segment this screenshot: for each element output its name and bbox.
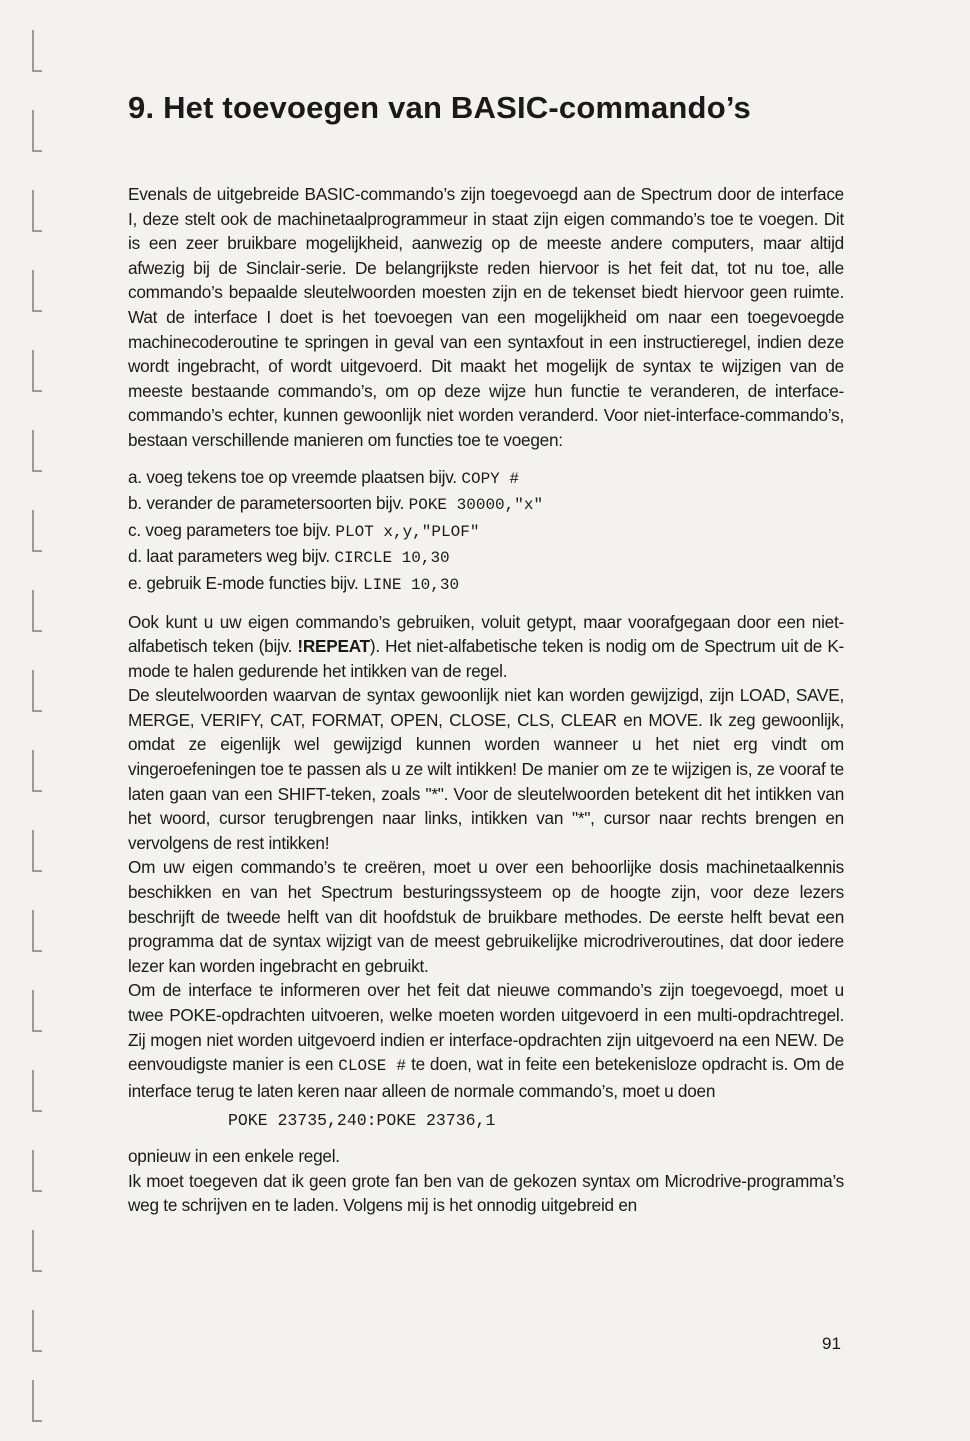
main-content [128, 182, 844, 1218]
code-snippet: LINE 10,30 [363, 575, 460, 594]
code-snippet: CIRCLE 10,30 [334, 549, 450, 568]
paragraph-microdrive: Ik moet toegeven dat ik geen grote fan ben van de gekozen syntax om Microdrive-programma’s weg te schrijven en te laden. Volgens mij is het onnodig uitgebreid en [128, 1170, 844, 1216]
option-list [128, 465, 844, 598]
code-block: POKE 23735,240:POKE 23736,1 [228, 1111, 496, 1131]
paragraph-create-commands: Om uw eigen commando’s te creëren, moet u over een behoorlijke dosis machinetaalkennis beschikken en van het Spectrum besturingssysteem op de hoogte zijn, voor deze lezers beschrijft de tweede helft van dit hoofdstuk de bruikbare methodes. De eerste helft bevat een programma dat de syntax wijzigt van de meest gebruikelijke microdriveroutines, dat door iedere lezer kan worden ingebracht en gebruikt. [128, 857, 844, 976]
intro-paragraph: Evenals de uitgebreide BASIC-commando’s zijn toegevoegd aan de Spectrum door de interface I, deze stelt ook de machinetaalprogrammeur in staat zijn eigen commando’s toe te voegen. Dit is een zeer bruikbare mogelijkheid, aanwezig op de meeste andere computers, maar altijd afwezig bij de Sinclair-serie. De belangrijkste reden hiervoor is het feit dat, tot nu toe, alle commando’s bepaalde sleutelwoorden moesten zijn en de tekenset biedt hiervoor geen ruimte. Wat de interface I doet is het toevoegen van een mogelijkheid om naar een toegevoegde machinecoderoutine te springen in geval van een syntaxfout in een instructieregel, indien deze wordt ingebracht, of wordt uitgevoerd. Dit maakt het mogelijk de syntax te wijzigen van de meeste bestaande commando’s, om op deze wijze hun functie te veranderen, de interface-commando’s echter, kunnen gewoonlijk niet worden veranderd. Voor niet-interface-commando’s, bestaan verschillende manieren om functies toe te voegen: [128, 184, 844, 450]
bold-keyword: !REPEAT [297, 636, 370, 657]
page-number: 91 [822, 1334, 841, 1353]
paragraph-single-line: opnieuw in een enkele regel. [128, 1145, 340, 1166]
list-item: a. voeg tekens toe op vreemde plaatsen bijv. COPY # [128, 466, 519, 488]
list-item: d. laat parameters weg bijv. CIRCLE 10,30 [128, 546, 450, 568]
code-snippet: COPY # [461, 469, 519, 488]
code-snippet: CLOSE # [338, 1057, 407, 1076]
list-item: b. verander de parametersoorten bijv. POKE 30000,"x" [128, 493, 544, 515]
spiral-binding [22, 20, 42, 1420]
page-title: 9. Het toevoegen van BASIC-commando’s [128, 90, 751, 125]
code-snippet: PLOT x,y,"PLOF" [335, 522, 480, 541]
list-item: c. voeg parameters toe bijv. PLOT x,y,"PLOF" [128, 519, 480, 541]
paragraph-repeat: Ook kunt u uw eigen commando’s gebruiken, voluit getypt, maar voorafgegaan door een niet-alfabetisch teken (bijv. !REPEAT). Het niet-alfabetische teken is nodig om de Spectrum uit de K-mode te halen gedurende het intikken van de regel. [128, 611, 845, 681]
paragraph-keywords: De sleutelwoorden waarvan de syntax gewoonlijk niet kan worden gewijzigd, zijn LOAD, SAVE, MERGE, VERIFY, CAT, FORMAT, OPEN, CLOSE, CLS, CLEAR en MOVE. Ik zeg gewoonlijk, omdat ze eigenlijk wel gewijzigd kunnen worden wanneer u het niet erg vindt om vingeroefeningen toe te passen als u ze wilt intikken! De manier om ze te wijzigen is, ze vooraf te laten gaan van een SHIFT-teken, zoals "*". Voor de sleutelwoorden betekent dit het intikken van het woord, cursor terugbrengen naar links, intikken van "*", cursor naar rechts brengen en vervolgens de rest intikken! [128, 685, 844, 853]
code-snippet: POKE 30000,"x" [408, 496, 544, 515]
paragraph-poke-instructions: Om de interface te informeren over het feit dat nieuwe commando’s zijn toegevoegd, moet u twee POKE-opdrachten uitvoeren, welke moeten worden uitgevoerd in een multi-opdrachtregel. Zij mogen niet worden uitgevoerd indien er interface-opdrachten zijn uitgevoerd na een NEW. De eenvoudigste manier is een CLOSE # te doen, wat in feite een betekenisloze opdracht is. Om de interface terug te laten keren naar alleen de normale commando’s, moet u doen [128, 980, 845, 1101]
list-item: e. gebruik E-mode functies bijv. LINE 10,30 [128, 572, 460, 594]
